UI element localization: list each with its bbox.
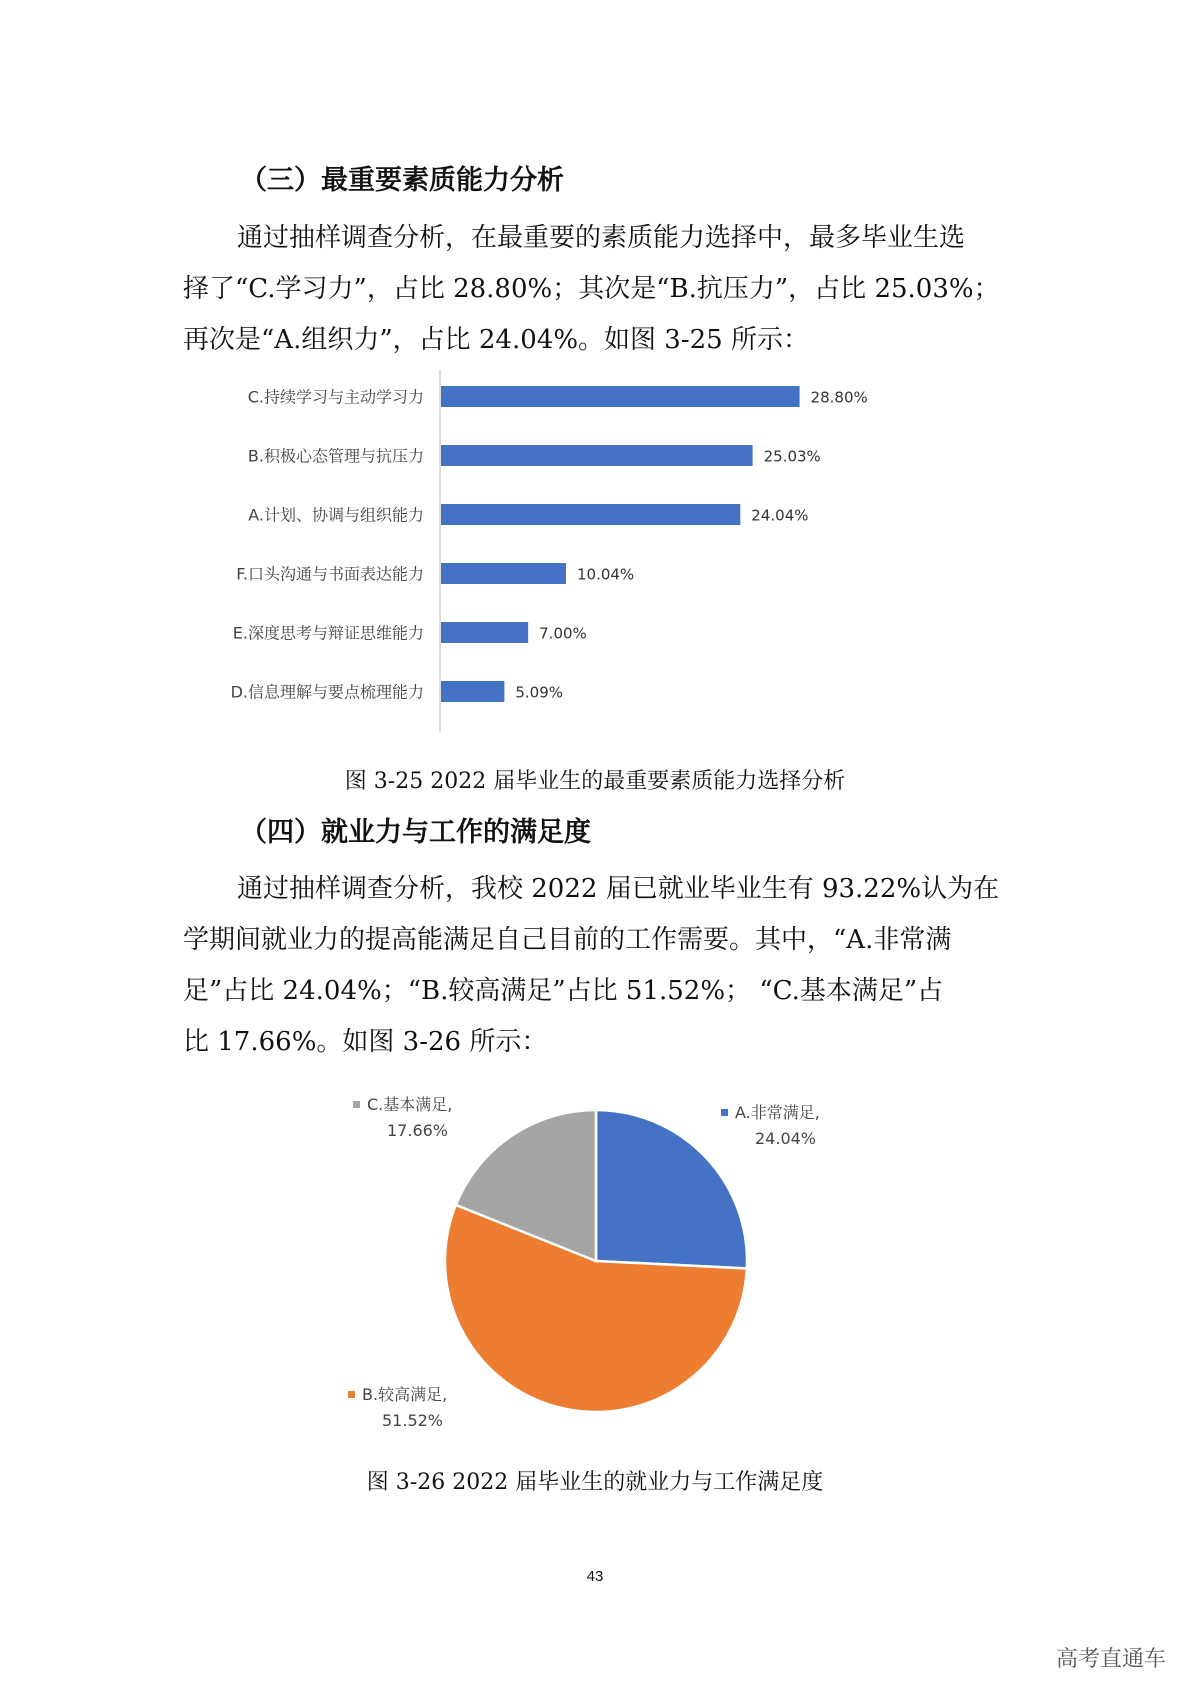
bar-category-label: E.深度思考与辩证思维能力 [232,623,424,643]
bar-category-label: F.口头沟通与书面表达能力 [236,564,424,584]
pie-slice-label: A.非常满足, [735,1103,820,1122]
bar-value-label: 28.80% [810,388,868,407]
bar-value-label: 5.09% [515,683,564,702]
paragraph-line: 足”占比 24.04%；“B.较高满足”占比 51.52%； “C.基本满足”占 [183,976,944,1006]
figure-caption-3-26: 图 3-26 2022 届毕业生的就业力与工作满足度 [366,1470,824,1495]
paragraph-line: 通过抽样调查分析，我校 2022 届已就业毕业生有 93.22%认为在 [237,874,1000,904]
paragraph-line: 比 17.66%。如图 3-26 所示： [183,1027,548,1057]
bar [441,681,504,702]
pie-legend-marker [721,1109,728,1116]
pie-legend-marker [353,1101,360,1108]
paragraph-line: 通过抽样调查分析，在最重要的素质能力选择中，最多毕业生选 [237,223,966,253]
pie-slice-value: 51.52% [382,1411,444,1430]
bar [441,504,740,525]
bar-value-label: 10.04% [576,565,635,584]
bar-category-label: C.持续学习与主动学习力 [247,387,424,407]
bar-value-label: 25.03% [763,447,821,466]
paragraph-line: 学期间就业力的提高能满足自己目前的工作需要。其中，“A.非常满 [183,925,952,955]
pie-slice-label: B.较高满足, [362,1385,448,1404]
section-heading-3: （三）最重要素质能力分析 [240,165,564,196]
page-number: 43 [586,1568,604,1585]
bar-value-label: 24.04% [751,506,809,525]
pie-slice-label: C.基本满足, [367,1095,453,1114]
paragraph-line: 择了“C.学习力”，占比 28.80%；其次是“B.抗压力”，占比 25.03%； [183,274,1000,304]
bar-value-label: 7.00% [539,624,587,643]
paragraph-line: 再次是“A.组织力”，占比 24.04%。如图 3-25 所示： [183,325,809,355]
bar [441,386,800,407]
pie-slice [596,1110,747,1268]
bar-category-label: A.计划、协调与组织能力 [248,505,424,525]
bar-category-label: B.积极心态管理与抗压力 [247,446,424,466]
pie-slice-value: 24.04% [755,1129,817,1148]
section-heading-4: （四）就业力与工作的满足度 [240,817,591,848]
paragraph-4 [183,864,1021,1068]
pie-legend-marker [348,1391,355,1398]
bar [441,622,528,643]
bar-chart [0,370,1190,770]
pie-slice-value: 17.66% [387,1121,449,1140]
bar-category-label: D.信息理解与要点梳理能力 [230,682,424,702]
bar [441,445,753,466]
paragraph-3 [183,213,1021,366]
pie-chart [0,1080,1190,1440]
figure-caption-3-25: 图 3-25 2022 届毕业生的最重要素质能力选择分析 [344,769,846,794]
bar [441,563,566,584]
watermark: 高考直通车 [1055,1647,1166,1672]
